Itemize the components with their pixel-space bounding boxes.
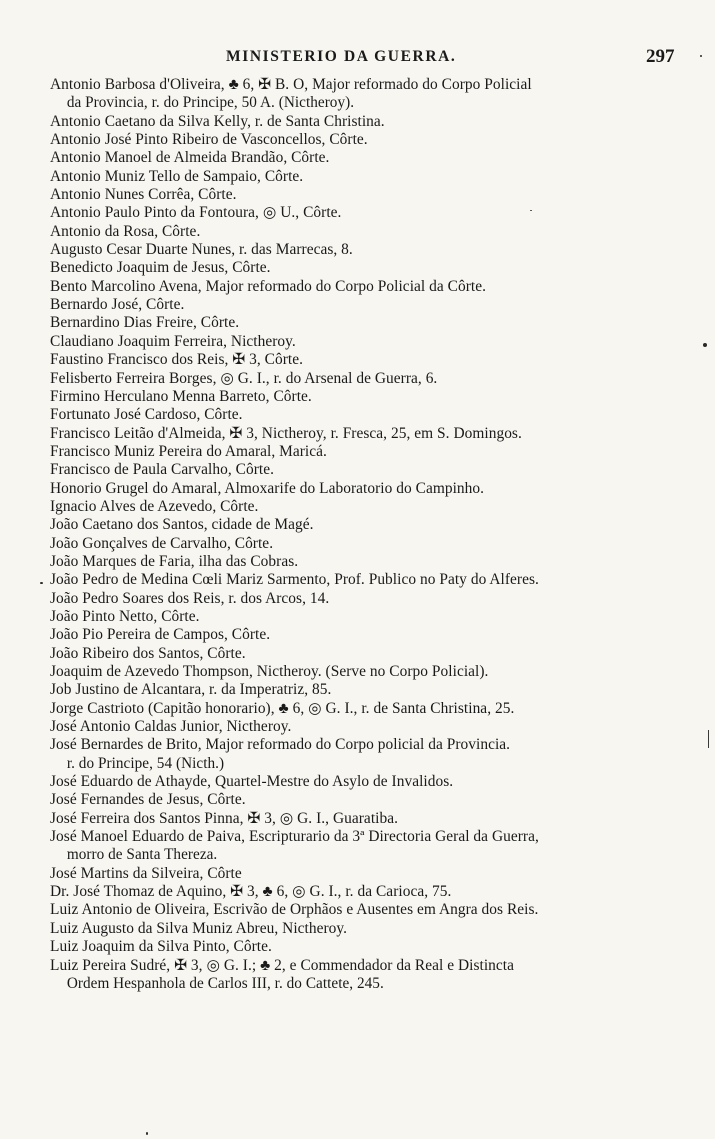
entry-line: Jorge Castrioto (Capitão honorario), ♣ 6, ◎ G. I., r. de Santa Christina, 25. xyxy=(50,699,515,717)
entry-line: João Pedro de Medina Cœli Mariz Sarmento, Prof. Publico no Paty do Alferes. xyxy=(50,571,539,589)
entry-line: Antonio Muniz Tello de Sampaio, Côrte. xyxy=(50,167,304,185)
entry-line: Antonio José Pinto Ribeiro de Vasconcellos, Côrte. xyxy=(50,131,368,149)
entry-continuation-line: Ordem Hespanhola de Carlos III, r. do Cattete, 245. xyxy=(66,974,384,992)
page-header xyxy=(0,44,715,70)
entry-line: Fortunato José Cardoso, Côrte. xyxy=(50,406,243,424)
entry-line: João Caetano dos Santos, cidade de Magé. xyxy=(50,516,314,534)
entry-line: Antonio Barbosa d'Oliveira, ♣ 6, ✠ B. O, Major reformado do Corpo Policial xyxy=(50,76,532,93)
entry-line: Faustino Francisco dos Reis, ✠ 3, Côrte. xyxy=(50,351,304,369)
entry-line: Luiz Augusto da Silva Muniz Abreu, Nictheroy. xyxy=(50,919,348,937)
entry-line: Benedicto Joaquim de Jesus, Côrte. xyxy=(50,259,271,277)
entry-line: João Gonçalves de Carvalho, Côrte. xyxy=(50,534,274,552)
entry-line: José Martins da Silveira, Côrte xyxy=(50,864,242,882)
entry-line: José Eduardo de Athayde, Quartel-Mestre do Asylo de Invalidos. xyxy=(50,773,454,791)
scan-speck xyxy=(146,1132,148,1135)
entry-line: Bernardino Dias Freire, Côrte. xyxy=(50,314,240,332)
entry-line: João Pinto Netto, Côrte. xyxy=(50,607,200,625)
entry-line: José Bernardes de Brito, Major reformado do Corpo policial da Provincia. xyxy=(50,736,511,754)
scan-speck xyxy=(703,343,707,347)
entry-line: Francisco Muniz Pereira do Amaral, Maricá. xyxy=(50,442,327,460)
entry-list xyxy=(50,76,690,993)
entry-line: José Manoel Eduardo de Paiva, Escripturario da 3ª Directoria Geral da Guerra, xyxy=(50,828,539,846)
entry-line: Antonio Nunes Corrêa, Côrte. xyxy=(50,186,237,204)
entry-line: Antonio da Rosa, Côrte. xyxy=(50,222,201,240)
entry-line: João Pedro Soares dos Reis, r. dos Arcos, 14. xyxy=(50,589,330,607)
entry-line: Luiz Pereira Sudré, ✠ 3, ◎ G. I.; ♣ 2, e Commendador da Real e Distincta xyxy=(50,956,515,974)
entry-line: Augusto Cesar Duarte Nunes, r. das Marrecas, 8. xyxy=(50,241,353,259)
entry-line: Felisberto Ferreira Borges, ◎ G. I., r. do Arsenal de Guerra, 6. xyxy=(50,369,438,387)
entry-line: Antonio Paulo Pinto da Fontoura, ◎ U., Côrte. xyxy=(50,204,342,222)
scan-speck xyxy=(530,210,532,211)
entry-line: Francisco de Paula Carvalho, Côrte. xyxy=(50,461,274,479)
entry-line: João Marques de Faria, ilha das Cobras. xyxy=(50,552,299,570)
entry-continuation-line: r. do Principe, 54 (Nicth.) xyxy=(66,754,225,772)
entry-line: Joaquim de Azevedo Thompson, Nictheroy. (Serve no Corpo Policial). xyxy=(50,663,489,680)
entry-line: Luiz Antonio de Oliveira, Escrivão de Orphãos e Ausentes em Angra dos Reis. xyxy=(50,901,539,919)
scan-mark xyxy=(708,730,709,748)
scan-speck xyxy=(700,55,702,57)
entry-line: João Pio Pereira de Campos, Côrte. xyxy=(50,626,271,644)
entry-line: Luiz Joaquim da Silva Pinto, Côrte. xyxy=(50,938,272,956)
entry-line: Job Justino de Alcantara, r. da Imperatriz, 85. xyxy=(50,681,332,699)
running-head: MINISTERIO DA GUERRA. xyxy=(226,48,457,65)
entry-line: Claudiano Joaquim Ferreira, Nictheroy. xyxy=(50,332,296,350)
entry-line: Antonio Manoel de Almeida Brandão, Côrte. xyxy=(50,149,330,167)
entry-line: Antonio Caetano da Silva Kelly, r. de Santa Christina. xyxy=(50,112,385,130)
entry-line: Dr. José Thomaz de Aquino, ✠ 3, ♣ 6, ◎ G. I., r. da Carioca, 75. xyxy=(50,883,452,901)
entry-line: José Fernandes de Jesus, Côrte. xyxy=(50,791,246,809)
scan-speck xyxy=(40,582,43,584)
entry-continuation-line: da Provincia, r. do Principe, 50 A. (Nictheroy). xyxy=(66,94,355,112)
entry-line: João Ribeiro dos Santos, Côrte. xyxy=(50,644,246,662)
page-number: 297 xyxy=(646,46,675,67)
entry-line: Firmino Herculano Menna Barreto, Côrte. xyxy=(50,387,312,405)
entry-line: José Ferreira dos Santos Pinna, ✠ 3, ◎ G. I., Guaratiba. xyxy=(50,809,398,827)
entry-continuation-line: morro de Santa Thereza. xyxy=(66,846,218,864)
entry-line: Ignacio Alves de Azevedo, Côrte. xyxy=(50,497,259,515)
entry-line: Bento Marcolino Avena, Major reformado do Corpo Policial da Côrte. xyxy=(50,277,486,295)
entry-line: Francisco Leitão d'Almeida, ✠ 3, Nictheroy, r. Fresca, 25, em S. Domingos. xyxy=(50,424,522,442)
entry-line: José Antonio Caldas Junior, Nictheroy. xyxy=(50,718,292,736)
entry-line: Honorio Grugel do Amaral, Almoxarife do Laboratorio do Campinho. xyxy=(50,479,485,497)
entry-line: Bernardo José, Côrte. xyxy=(50,296,185,314)
